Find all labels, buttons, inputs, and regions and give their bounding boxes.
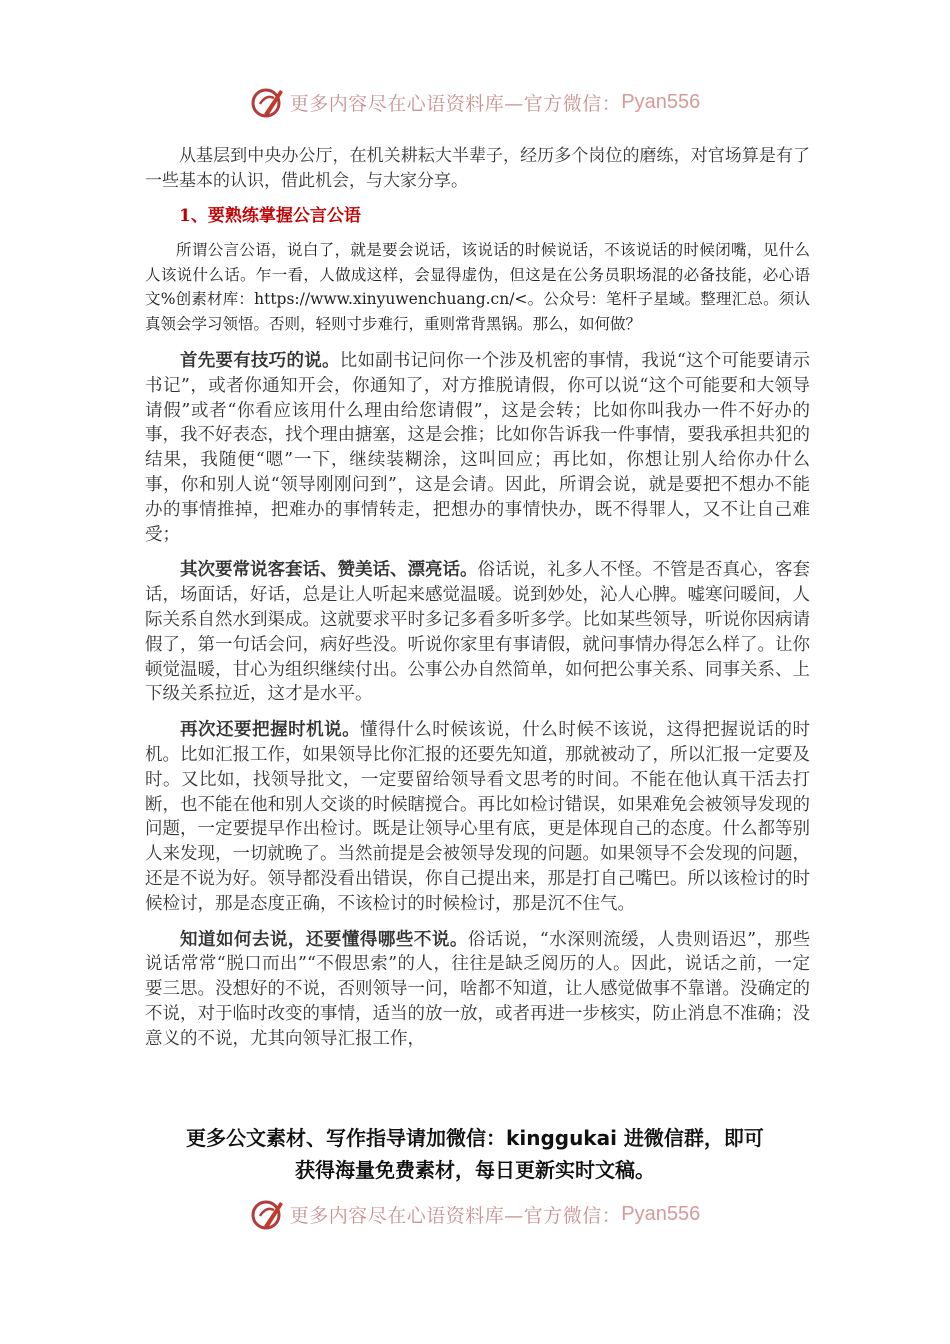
pen-logo-icon [250, 1196, 286, 1232]
paragraph-lead: 首先要有技巧的说。 [180, 351, 340, 371]
paragraph-text: 比如副书记问你一个涉及机密的事情，我说“这个可能要请示书记”，或者你通知开会，你通知了，对方推脱请假，你可以说“这个可能要和大领导请假”或者“你看应该用什么理由给您请假”，这是会转；比如你叫我办一件不好办的事，我不好表态，找个理由搪塞，这是会推；比如你告诉我一件事情，要我承担共犯的结果，我随便“嗯”一下，继续装糊涂，这叫回应；再比如，你想让别人给你办什么事，你和别人说“领导刚刚问到”，这是会请。因此，所谓会说，就是要把不想办不能办的事情推掉，把难办的事情转走，把想办的事情快办，既不得罪人，又不让自己难受； [145, 351, 810, 545]
banner-text: 更多内容尽在心语资料库—官方微信： [289, 92, 622, 115]
footer-banner [0, 1194, 950, 1234]
paragraph-text: 俗话说，“水深则流缓，人贵则语迟”，那些说话常常“脱口而出”“不假思索”的人，往往是缺乏阅历的人。因此，说话之前，一定要三思。没想好的不说，否则领导一问，啥都不知道，让人感觉做事不靠谱。没确定的不说，对于临时改变的事情，适当的放一放，或者再进一步核实，防止消息不准确；没意义的不说，尤其向领导汇报工作， [145, 929, 810, 1049]
paragraph-timing [145, 718, 810, 916]
paragraph-lead: 其次要常说客套话、赞美话、漂亮话。 [180, 560, 478, 581]
pen-logo-icon [250, 84, 286, 120]
paragraph-skillful-speech [145, 349, 810, 547]
paragraph-lead: 再次还要把握时机说。 [180, 720, 361, 741]
article-body [145, 144, 810, 1063]
footer-ad-line2: 获得海量免费素材，每日更新实时文稿。 [295, 1158, 655, 1182]
banner-wechat-id: Pyan556 [621, 90, 701, 113]
banner-wechat-id: Pyan556 [621, 1202, 701, 1225]
paragraph-lead: 知道如何去说，还要懂得哪些不说。 [180, 929, 468, 950]
banner-text: 更多内容尽在心语资料库—官方微信： [289, 1204, 622, 1227]
header-banner [0, 82, 950, 122]
footer-ad-line1: 更多公文素材、写作指导请加微信：kinggukai 进微信群，即可 [186, 1126, 764, 1150]
section-heading: 1、要熟练掌握公言公语 [179, 206, 361, 226]
paragraph-text: 俗话说，礼多人不怪。不管是否真心，客套话，场面话，好话，总是让人听起来感觉温暖。说到妙处，沁人心脾。嘘寒问暖间，人际关系自然水到渠成。这就要求平时多记多看多听多学。比如某些领导，听说你因病请假了，第一句话会问，病好些没。听说你家里有事请假，就问事情办得怎么样了。让你顿觉温暖，甘心为组织继续付出。公事公办自然简单，如何把公事关系、同事关系、上下级关系拉近，这才是水平。 [145, 560, 810, 705]
footer-ad [0, 1122, 950, 1186]
paragraph-text: 懂得什么时候该说，什么时候不该说，这得把握说话的时机。比如汇报工作，如果领导比你汇报的还要先知道，那就被动了，所以汇报一定要及时。又比如，找领导批文，一定要留给领导看文思考的时间。不能在他认真干活去打断，也不能在他和别人交谈的时候瞎搅合。再比如检讨错误，如果难免会被领导发现的问题，一定要提早作出检讨。既是让领导心里有底，更是体现自己的态度。什么都等别人来发现，一切就晚了。当然前提是会被领导发现的问题。如果领导不会发现的问题，还是不说为好。领导都没看出错误，你自己提出来，那是打自己嘴巴。所以该检讨的时候检讨，那是态度正确，不该检讨的时候检讨，那是沉不住气。 [145, 720, 811, 914]
paragraph-pleasantries [145, 558, 810, 707]
intro-paragraph: 从基层到中央办公厅，在机关耕耘大半辈子，经历多个岗位的磨练，对官场算是有了一些基本的认识，借此机会，与大家分享。 [145, 146, 810, 191]
paragraph-what-not-to-say [145, 928, 810, 1052]
summary-paragraph: 所谓公言公语，说白了，就是要会说话，该说话的时候说话，不该说话的时候闭嘴，见什么人该说什么话。乍一看，人做成这样，会显得虚伪，但这是在公务员职场混的必备技能，必心语文%创素材库：https://www.xinyuwenchuang.cn/<。公众号：笔杆子星域。整理汇总。须认真领会学习领悟。否则，轻则寸步难行，重则常背黑锅。那么，如何做？ [145, 241, 810, 333]
